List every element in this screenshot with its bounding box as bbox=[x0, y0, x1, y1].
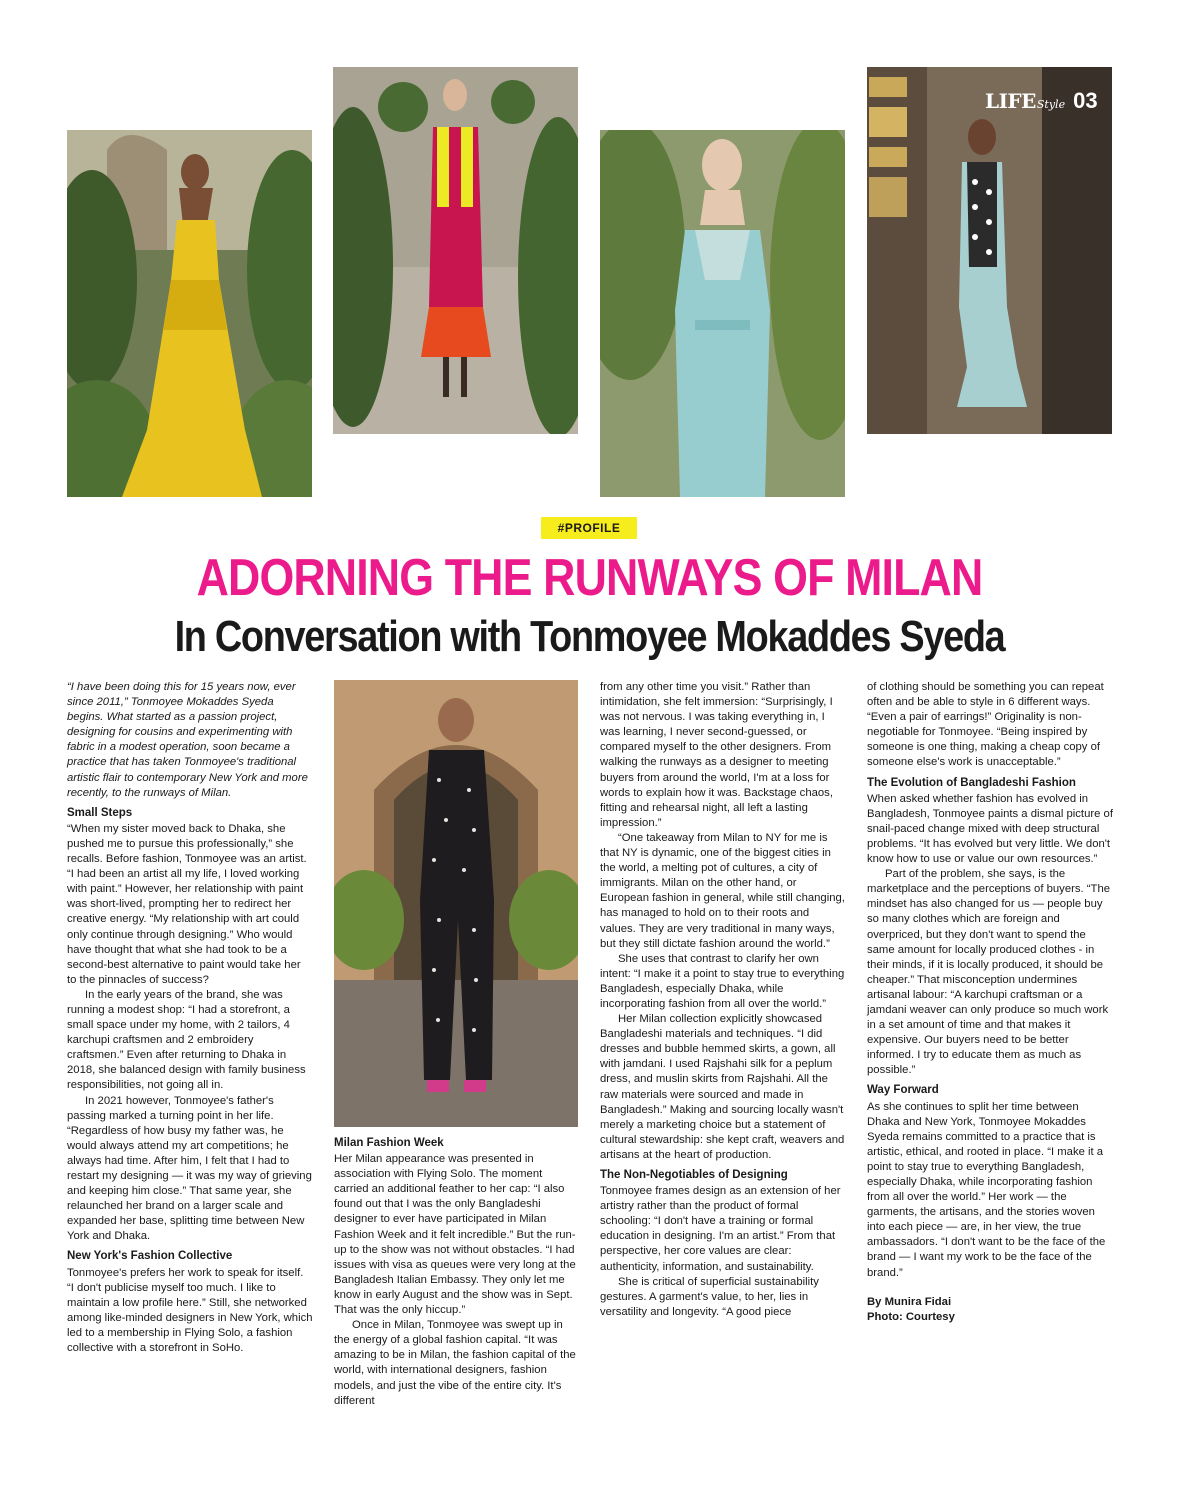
photo-blue-dress bbox=[600, 130, 845, 497]
paragraph: She uses that contrast to clarify her own intent: “I make it a point to stay true to everything Bangladesh, especially Dhaka, while incorporating fashion from all over the world.” bbox=[600, 952, 845, 1010]
paragraph: In 2021 however, Tonmoyee's father's passing marked a turning point in her life. “Regardless of how busy my father was, he would always attend my art competitions; he always had time. After him, I felt that I had to restart my designing — it was my way of grieving and keeping him close.” That same year, she relaunched her brand on a larger scale and expanded her base, splitting time between New York and Dhaka. bbox=[67, 1094, 312, 1243]
article-column-2 bbox=[334, 1136, 578, 1409]
byline: By Munira Fidai bbox=[867, 1295, 952, 1308]
subheadline: In Conversation with Tonmoyee Mokaddes Syeda bbox=[174, 612, 1005, 661]
paragraph: “One takeaway from Milan to NY for me is that NY is dynamic, one of the biggest cities in the world, a melting pot of cultures, a city of immigrants. Milan on the other hand, or European fashion in general, while still changing, has managed to hold on to their roots and values. They are very traditional in many ways, but they still dictate fashion around the world.” bbox=[600, 831, 845, 950]
photo-credit: Photo: Courtesy bbox=[867, 1310, 955, 1323]
section-heading-non-negotiables: The Non-Negotiables of Designing bbox=[600, 1169, 788, 1181]
paragraph: Her Milan collection explicitly showcased Bangladeshi materials and techniques. “I did dresses and bubble hemmed skirts, a gown, all with jamdani. I used Rajshahi silk for a peplum dress, and muslin skirts from Rajshahi. All the raw materials were sourced and made in Bangladesh.” Making and sourcing locally wasn't merely a marketing choice but a statement of cultural stewardship: she kept craft, weavers and artisans at the heart of production. bbox=[600, 1013, 845, 1161]
article-column-1 bbox=[67, 680, 313, 1356]
paragraph: In the early years of the brand, she was running a modest shop: “I had a storefront, a small space under my home, with 2 tailors, 4 karchupi craftsmen and 2 embroidery craftsmen.” Even after returning to Dhaka in 2018, she balanced design with family business responsibilities, not going all in. bbox=[67, 988, 306, 1092]
section-heading-way-forward: Way Forward bbox=[867, 1084, 939, 1097]
paragraph: When asked whether fashion has evolved in Bangladesh, Tonmoyee paints a dismal picture of snail-paced change mixed with deep structural problems. “It has evolved but very little. We don't know how to use or value our own resources.” bbox=[867, 792, 1113, 866]
section-heading-milan-fashion-week: Milan Fashion Week bbox=[334, 1137, 444, 1149]
paragraph: of clothing should be something you can repeat often and be able to style in 6 different ways. “Even a pair of earrings!” Originality is non-negotiable for Tonmoyee. “Being inspired by someone is one thing, making a cheap copy of someone else's work is unacceptable.” bbox=[867, 681, 1104, 769]
page-number: 03 bbox=[1073, 88, 1098, 113]
photo-doorway-dress bbox=[867, 67, 1112, 434]
intro-paragraph: “I have been doing this for 15 years now, ever since 2011,” Tonmoyee Mokaddes Syeda begins. What started as a passion project, designing for cousins and experimenting with fabric in a modest operation, soon became a practice that has taken Tonmoyee's traditional artistic flair to contemporary New York and more recently, to the runways of Milan. bbox=[67, 681, 308, 799]
paragraph: As she continues to split her time between Dhaka and New York, Tonmoyee Mokaddes Syeda remains committed to a practice that is artistic, ethical, and rooted in place. “I make it a point to stay true to everything Bangladesh, especially Dhaka, while incorporating fashion from all over the world.” Her work — the garments, the artisans, and the stories woven into each piece — are, in her view, the true ambassadors. “I don't want to be the face of the brand — I want my work to be the face of the brand.” bbox=[867, 1100, 1106, 1279]
paragraph: Tonmoyee frames design as an extension of her artistry rather than the product of formal schooling: “I don't have a training or formal education in designing. I'm an artist.” From that perspective, her core values are clear: authenticity, information, and sustainability. bbox=[600, 1185, 841, 1273]
headline: ADORNING THE RUNWAYS OF MILAN bbox=[196, 549, 983, 607]
photo-black-suit bbox=[334, 680, 578, 1127]
paragraph: Once in Milan, Tonmoyee was swept up in the energy of a global fashion capital. “It was amazing to be in Milan, the fashion capital of the world, with international designers, fashion models, and just the vibe of the entire city. It's different bbox=[334, 1319, 576, 1407]
masthead bbox=[985, 88, 1098, 116]
section-heading-new-york: New York's Fashion Collective bbox=[67, 1250, 233, 1263]
paragraph: She is critical of superficial sustainability gestures. A garment's value, to her, lies in versatility and longevity. “A good piece bbox=[600, 1275, 819, 1318]
paragraph: Tonmoyee's prefers her work to speak for itself. “I don't publicise myself too much. I like to maintain a low profile here.” Still, she networked among like-minded designers in New York, which led to a membership in Flying Solo, a fashion collective with a storefront in SoHo. bbox=[67, 1266, 313, 1355]
article-column-3 bbox=[600, 680, 846, 1320]
paragraph: Her Milan appearance was presented in association with Flying Solo. The moment carried an additional feather to her cap: “I also found out that I was the only Bangladeshi designer to ever have participated in Milan Fashion Week and it felt incredible.” But the run-up to the show was not without obstacles. “I had issues with visa as queues were very long at the Bangladesh Italian Embassy. They only let me know in early August and the show was in Sept. That was the only hiccup.” bbox=[334, 1153, 576, 1317]
article-column-4 bbox=[867, 680, 1113, 1325]
section-heading-small-steps: Small Steps bbox=[67, 806, 133, 819]
section-tag: #PROFILE bbox=[541, 517, 637, 539]
masthead-brand: LIFE bbox=[985, 89, 1036, 113]
photo-yellow-gown bbox=[67, 130, 312, 497]
paragraph: Part of the problem, she says, is the marketplace and the perceptions of buyers. “The mindset has also changed for us — people buy so many clothes which are foreign and overpriced, but they don't want to spend the same amount for locally produced clothes - in their minds, if it is locally produced, it should be cheaper.” That misconception undermines artisanal labour: “A karchupi craftsman or a jamdani weaver can only produce so much work in a set amount of time and that makes it expensive. Our buyers need to be better informed. I try to educate them as much as possible.” bbox=[867, 868, 1111, 1077]
paragraph: “When my sister moved back to Dhaka, she pushed me to pursue this professionally,” she recalls. Before fashion, Tonmoyee was an artist. “I had been an artist all my life, I loved working with paint.” However, her relationship with paint was short-lived, prompting her to redirect her creative energy. “My relationship with art could only continue through designing.” Who would have thought that what she had took to be a second-best alternative to paint would take her to the pinnacles of success? bbox=[67, 822, 307, 986]
masthead-brand-sub: Style bbox=[1036, 98, 1066, 111]
photo-magenta-dress bbox=[333, 67, 578, 434]
section-heading-evolution: The Evolution of Bangladeshi Fashion bbox=[867, 776, 1076, 789]
paragraph: from any other time you visit.” Rather than intimidation, she felt immersion: “Surprisingly, I was not nervous. I was taking everything in, I was learning, I never second-guessed, or compared myself to the other designers. From walking the runways as a designer to meeting buyers from around the world, I'm at a loss for words to explain how it was. Backstage chaos, fitting and rehearsal night, all left a lasting impression.” bbox=[600, 681, 833, 829]
